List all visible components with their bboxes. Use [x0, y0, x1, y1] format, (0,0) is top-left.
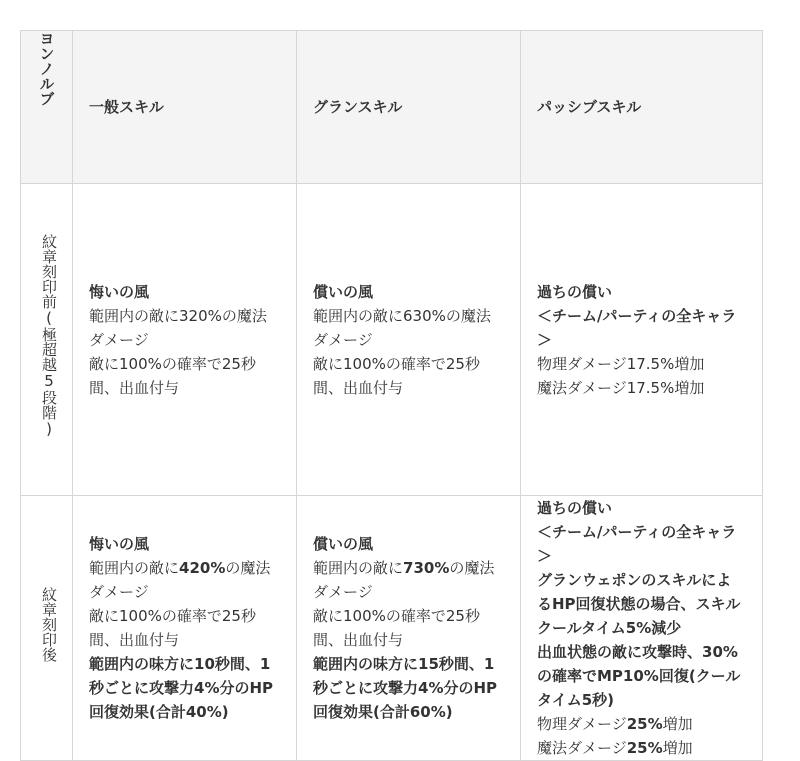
gran-skill-name: 償いの風	[313, 282, 374, 301]
highlight-value: 25%	[626, 715, 663, 733]
general-skill-heal: 範囲内の味方に10秒間、1秒ごとに攻撃力4%分のHP回復効果(合計40%)	[89, 655, 274, 721]
general-skill-bleed: 敵に100%の確率で25秒間、出血付与	[89, 607, 256, 649]
skill-comparison-table-wrapper	[20, 30, 763, 761]
general-skill-name: 悔いの風	[89, 535, 150, 553]
passive-magic-damage	[537, 736, 746, 760]
text-fragment: の魔法ダメージ	[313, 559, 495, 601]
general-skill-damage: 範囲内の敵に320%の魔法ダメージ	[89, 306, 267, 349]
gran-skill-heal: 範囲内の味方に15秒間、1秒ごとに攻撃力4%分のHP回復効果(合計60%)	[313, 655, 498, 721]
skill-comparison-table	[20, 30, 763, 761]
passive-magic-damage: 魔法ダメージ17.5%増加	[537, 378, 705, 397]
highlight-value: 25%	[626, 739, 663, 757]
passive-skill-target: ＜チーム/パーティの全キャラ＞	[537, 306, 737, 349]
text-fragment: 範囲内の敵に	[313, 559, 404, 577]
passive-skill-target: ＜チーム/パーティの全キャラ＞	[537, 523, 737, 565]
passive-physical-damage: 物理ダメージ17.5%増加	[537, 354, 705, 373]
table-row-after-engraving	[21, 496, 763, 761]
table-header-row	[21, 31, 763, 184]
gran-skill-cell	[297, 184, 521, 496]
general-skill-bleed: 敵に100%の確率で25秒間、出血付与	[89, 354, 256, 397]
row-label-cell	[21, 496, 73, 761]
passive-physical-damage	[537, 712, 746, 736]
gran-skill-cell	[297, 496, 521, 761]
header-gran-skill: グランスキル	[297, 31, 521, 184]
gran-skill-name: 償いの風	[313, 535, 374, 553]
general-skill-cell	[73, 184, 297, 496]
text-fragment: 魔法ダメージ	[537, 739, 627, 757]
row-label-after-engraving: 紋章刻印後	[40, 587, 58, 662]
table-row-before-engraving	[21, 184, 763, 496]
row-label-before-engraving: 紋章刻印前(極超越5段階)	[40, 234, 58, 438]
passive-mp-recovery: 出血状態の敵に攻撃時、30%の確率でMP10%回復(クールタイム5秒)	[537, 643, 741, 709]
passive-skill-name: 過ちの償い	[537, 282, 613, 301]
passive-skill-name: 過ちの償い	[537, 499, 613, 517]
passive-skill-cell	[521, 496, 763, 761]
text-fragment: 物理ダメージ	[537, 715, 627, 733]
text-fragment: 増加	[662, 739, 693, 757]
gran-skill-bleed: 敵に100%の確率で25秒間、出血付与	[313, 354, 480, 397]
gran-skill-bleed: 敵に100%の確率で25秒間、出血付与	[313, 607, 480, 649]
general-skill-damage	[89, 556, 280, 604]
highlight-value: 730%	[403, 559, 450, 577]
general-skill-cell	[73, 496, 297, 761]
gran-skill-damage	[313, 556, 504, 604]
row-label-cell	[21, 184, 73, 496]
general-skill-name: 悔いの風	[89, 282, 150, 301]
header-general-skill: 一般スキル	[73, 31, 297, 184]
header-character-name: ヨンノルブ	[21, 31, 73, 184]
gran-skill-damage: 範囲内の敵に630%の魔法ダメージ	[313, 306, 491, 349]
text-fragment: 範囲内の敵に	[89, 559, 180, 577]
passive-skill-cell	[521, 184, 763, 496]
highlight-value: 420%	[179, 559, 226, 577]
header-passive-skill: パッシブスキル	[521, 31, 763, 184]
text-fragment: の魔法ダメージ	[89, 559, 271, 601]
passive-cooldown-reduction: グランウェポンのスキルによるHP回復状態の場合、スキルクールタイム5%減少	[537, 571, 741, 637]
text-fragment: 増加	[662, 715, 693, 733]
